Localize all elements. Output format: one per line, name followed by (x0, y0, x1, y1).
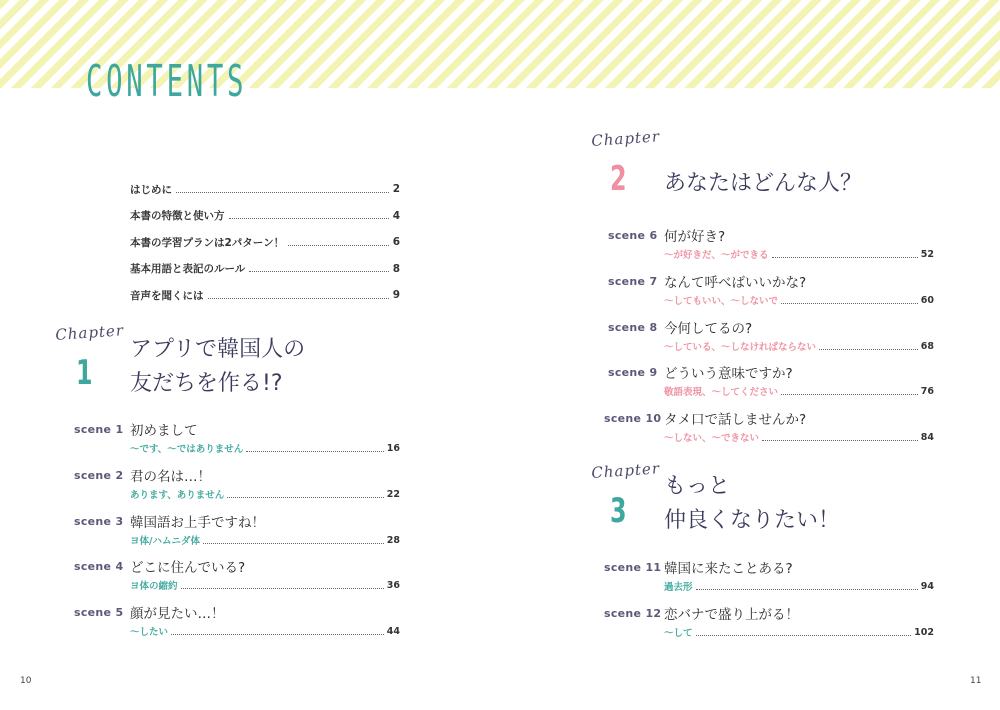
scene-item[interactable] (74, 602, 414, 642)
scene-subtitle-row (130, 624, 400, 638)
leader-dots (203, 543, 384, 544)
scene-subtitle-row (664, 579, 934, 593)
scene-label: scene 5 (74, 606, 124, 619)
chapter-2-label: Chapter (590, 127, 661, 150)
scene-subtitle: 〜が好きだ、〜ができる (664, 250, 769, 261)
chapter-2-number: 2 (610, 159, 627, 199)
scene-item[interactable] (608, 225, 948, 265)
scene-subtitle: ヨ体の縮約 (130, 581, 178, 592)
leader-dots (208, 298, 389, 299)
leader-dots (176, 192, 389, 193)
scene-page: 94 (920, 580, 934, 592)
scene-page: 68 (920, 340, 934, 352)
leader-dots (181, 588, 384, 589)
page-title: CONTENTS (86, 56, 248, 107)
intro-item-label: はじめに (130, 183, 172, 196)
scene-label: scene 10 (604, 412, 662, 425)
scene-subtitle: あります、ありません (130, 490, 225, 501)
scene-item[interactable] (608, 362, 948, 402)
leader-dots (246, 451, 384, 452)
leader-dots (249, 271, 388, 272)
scene-label: scene 2 (74, 469, 124, 482)
intro-item-page: 4 (392, 209, 400, 222)
scene-title: 顔が見たい…！ (130, 606, 225, 622)
scene-subtitle-row (664, 247, 934, 261)
intro-item[interactable] (130, 176, 400, 203)
scene-label: scene 3 (74, 515, 124, 528)
scene-item[interactable] (608, 271, 948, 311)
scene-item[interactable] (604, 557, 944, 597)
intro-list (130, 176, 400, 309)
intro-item[interactable] (130, 282, 400, 309)
scene-title: 何が好き? (664, 229, 726, 245)
scene-subtitle: 〜して (664, 628, 693, 639)
scene-title: 韓国語お上手ですね！ (130, 515, 265, 531)
leader-dots (819, 349, 918, 350)
intro-item-label: 本書の特徴と使い方 (130, 210, 225, 223)
chapter-3-title (664, 470, 840, 538)
scene-label: scene 1 (74, 423, 124, 436)
chapter-2-title-line1: あなたはどんな人？ (664, 171, 863, 196)
scene-label: scene 6 (608, 229, 658, 242)
scene-title: 韓国に来たことある? (664, 561, 793, 577)
chapter-1-number: 1 (76, 353, 93, 393)
scene-subtitle-row (130, 487, 400, 501)
chapter-1-label: Chapter (54, 321, 125, 344)
scene-title: 初めまして (130, 423, 198, 439)
scene-title: どこに住んでいる? (130, 560, 246, 576)
page-number-right: 11 (970, 676, 982, 686)
leader-dots (229, 218, 389, 219)
chapter-1-title-line1: アプリで韓国人の (130, 337, 306, 362)
scene-subtitle: 〜です、〜ではありません (130, 444, 244, 455)
scene-page: 36 (386, 579, 400, 591)
scene-item[interactable] (74, 465, 414, 505)
scene-item[interactable] (608, 317, 948, 357)
intro-item-page: 2 (392, 183, 400, 196)
leader-dots (696, 635, 912, 636)
scene-page: 22 (386, 488, 400, 500)
scene-title: なんて呼べばいいかな? (664, 275, 807, 291)
scene-subtitle: 〜しない、〜できない (664, 433, 760, 444)
scene-subtitle: 〜してもいい、〜しないで (664, 296, 779, 307)
chapter-3-title-line1: もっと (664, 474, 731, 499)
intro-item-label: 基本用語と表記のルール (130, 263, 246, 276)
chapter-3-title-line2: 仲良くなりたい！ (664, 508, 841, 533)
scene-subtitle-row (664, 625, 934, 639)
scene-title: タメ口で話しませんか? (664, 412, 807, 428)
scene-item[interactable] (604, 603, 944, 643)
scene-subtitle: 過去形 (664, 582, 693, 593)
page-number-left: 10 (20, 676, 32, 686)
leader-dots (781, 394, 918, 395)
leader-dots (227, 497, 384, 498)
scene-page: 52 (920, 248, 934, 260)
scene-subtitle: 〜したい (130, 627, 169, 638)
scene-title: 恋バナで盛り上がる！ (664, 607, 799, 623)
scene-subtitle: 敬語表現、〜してください (664, 387, 779, 398)
scene-label: scene 11 (604, 561, 662, 574)
scene-item[interactable] (604, 408, 944, 448)
scene-page: 28 (386, 534, 400, 546)
scene-subtitle-row (664, 339, 934, 353)
leader-dots (772, 257, 918, 258)
chapter-1-title (130, 333, 305, 401)
leader-dots (696, 589, 918, 590)
scene-page: 102 (914, 626, 934, 638)
scene-item[interactable] (74, 556, 414, 596)
leader-dots (171, 634, 384, 635)
scene-page: 60 (920, 294, 934, 306)
intro-item[interactable] (130, 203, 400, 230)
scene-title: 今何してるの? (664, 321, 753, 337)
scene-title: どういう意味ですか? (664, 366, 793, 382)
intro-item[interactable] (130, 229, 400, 256)
intro-item-label: 音声を聞くには (130, 289, 204, 302)
scene-item[interactable] (74, 511, 414, 551)
scene-subtitle: ヨ体/ハムニダ体 (130, 536, 200, 547)
intro-item[interactable] (130, 256, 400, 283)
leader-dots (762, 440, 918, 441)
scene-label: scene 12 (604, 607, 662, 620)
intro-item-page: 9 (392, 289, 400, 302)
scene-label: scene 8 (608, 321, 658, 334)
scene-subtitle-row (130, 578, 400, 592)
intro-item-page: 8 (392, 262, 400, 275)
intro-item-page: 6 (392, 236, 400, 249)
scene-subtitle: 〜している、〜しなければならない (664, 342, 817, 353)
chapter-3-label: Chapter (590, 459, 661, 482)
chapter-3-number: 3 (610, 491, 627, 531)
scene-page: 76 (920, 385, 934, 397)
scene-subtitle-row (130, 441, 400, 455)
scene-subtitle-row (664, 293, 934, 307)
leader-dots (781, 303, 918, 304)
intro-item-label: 本書の学習プランは2パターン！ (130, 236, 285, 249)
chapter-1-title-line2: 友だちを作る!? (130, 371, 283, 396)
scene-label: scene 4 (74, 560, 124, 573)
scene-label: scene 7 (608, 275, 658, 288)
chapter-2-title (664, 167, 862, 201)
leader-dots (288, 245, 389, 246)
scene-page: 16 (386, 442, 400, 454)
scene-subtitle-row (664, 430, 934, 444)
scene-item[interactable] (74, 419, 414, 459)
scene-page: 84 (920, 431, 934, 443)
scene-subtitle-row (130, 533, 400, 547)
scene-title: 君の名は…！ (130, 469, 211, 485)
scene-page: 44 (386, 625, 400, 637)
scene-label: scene 9 (608, 366, 658, 379)
scene-subtitle-row (664, 384, 934, 398)
